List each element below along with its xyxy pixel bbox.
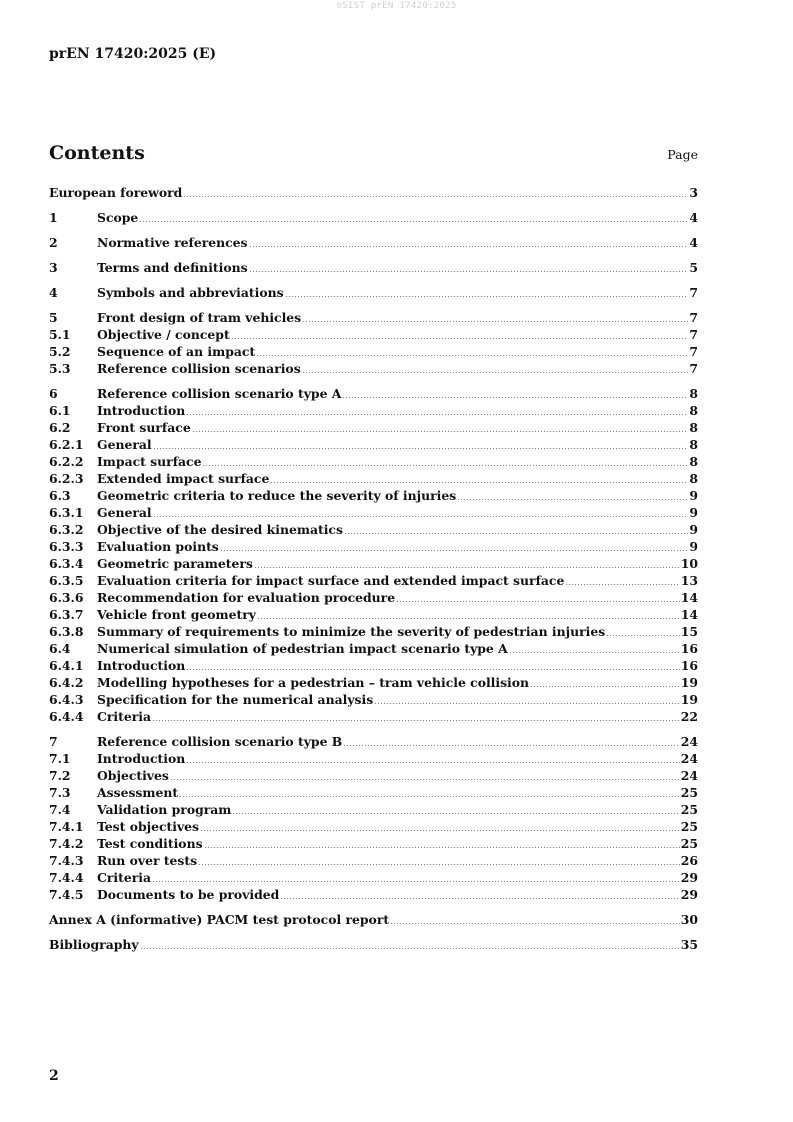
toc-entry-page: 7 [689, 285, 698, 300]
toc-leader-dots [606, 635, 680, 636]
toc-entry-number: 6.4.4 [49, 709, 84, 724]
toc-entry[interactable] [49, 504, 698, 521]
toc-entry-number: 7.4.4 [49, 870, 84, 885]
toc-entry[interactable] [49, 835, 698, 852]
toc-entry-title: Run over tests [97, 853, 198, 868]
toc-entry-page: 5 [689, 260, 698, 275]
toc-entry-title: Objective of the desired kinematics [97, 522, 343, 537]
toc-leader-dots [257, 618, 680, 619]
toc-entry[interactable] [49, 419, 698, 436]
toc-entry-number: 6.3.2 [49, 522, 84, 537]
toc-entry[interactable] [49, 284, 698, 301]
toc-entry-page: 9 [689, 488, 698, 503]
toc-leader-dots [457, 499, 688, 500]
toc-entry[interactable] [49, 708, 698, 725]
toc-entry-title: Geometric parameters [97, 556, 253, 571]
toc-entry-title: Reference collision scenario type A [97, 386, 342, 401]
toc-entry[interactable] [49, 750, 698, 767]
toc-entry[interactable] [49, 521, 698, 538]
toc-leader-dots [232, 813, 679, 814]
page-column-label: Page [667, 147, 698, 162]
toc-leader-dots [390, 923, 680, 924]
toc-leader-dots [342, 397, 688, 398]
toc-entry[interactable] [49, 309, 698, 326]
toc-entry-title: Evaluation points [97, 539, 219, 554]
toc-entry-title: Validation program [97, 802, 232, 817]
toc-entry[interactable] [49, 209, 698, 226]
toc-leader-dots [302, 372, 689, 373]
document-id: prEN 17420:2025 (E) [49, 46, 217, 62]
toc-entry[interactable] [49, 852, 698, 869]
contents-title: Contents [49, 142, 145, 164]
toc-entry-page: 14 [680, 590, 698, 605]
toc-leader-dots [179, 796, 680, 797]
toc-entry[interactable] [49, 538, 698, 555]
toc-leader-dots [280, 898, 679, 899]
toc-leader-dots [344, 533, 688, 534]
toc-entry-number: 6.4 [49, 641, 71, 656]
toc-entry-page: 8 [689, 437, 698, 452]
toc-entry-page: 4 [689, 235, 698, 250]
toc-entry-number: 7.1 [49, 751, 71, 766]
toc-leader-dots [270, 482, 688, 483]
toc-leader-dots [220, 550, 689, 551]
toc-entry-page: 9 [689, 522, 698, 537]
toc-entry-title: Front design of tram vehicles [97, 310, 302, 325]
toc-entry[interactable] [49, 259, 698, 276]
toc-leader-dots [204, 847, 680, 848]
toc-entry-title: Symbols and abbreviations [97, 285, 284, 300]
toc-entry-page: 29 [680, 887, 698, 902]
toc-entry-number: 6.3.3 [49, 539, 84, 554]
toc-entry-title: Modelling hypotheses for a pedestrian – tram vehicle collision [97, 675, 530, 690]
toc-entry-title: Reference collision scenario type B [97, 734, 343, 749]
toc-leader-dots [140, 948, 680, 949]
toc-entry-title: Test conditions [97, 836, 203, 851]
toc-entry[interactable] [49, 640, 698, 657]
toc-entry-number: 7.2 [49, 768, 71, 783]
toc-entry[interactable] [49, 606, 698, 623]
toc-entry-number: 7.4.3 [49, 853, 84, 868]
toc-entry-number: 3 [49, 260, 58, 275]
toc-leader-dots [530, 686, 680, 687]
toc-entry[interactable] [49, 691, 698, 708]
toc-leader-dots [170, 779, 680, 780]
toc-leader-dots [186, 762, 680, 763]
toc-entry-title: Geometric criteria to reduce the severity of injuries [97, 488, 457, 503]
toc-entry-page: 7 [689, 327, 698, 342]
toc-entry-number: 6.4.2 [49, 675, 84, 690]
toc-entry[interactable] [49, 767, 698, 784]
toc-leader-dots [192, 431, 689, 432]
toc-entry-number: 6.4.1 [49, 658, 84, 673]
toc-leader-dots [254, 567, 680, 568]
toc-entry-title: Evaluation criteria for impact surface and extended impact surface [97, 573, 565, 588]
watermark: oSIST prEN 17420:2025 [336, 1, 457, 11]
toc-leader-dots [202, 465, 688, 466]
toc-entry-title: Objective / concept [97, 327, 230, 342]
toc-entry[interactable] [49, 326, 698, 343]
toc-entry-title: Scope [97, 210, 139, 225]
toc-entry-title: General [97, 505, 152, 520]
toc-entry[interactable] [49, 572, 698, 589]
toc-entry[interactable] [49, 869, 698, 886]
toc-entry-title: Sequence of an impact [97, 344, 256, 359]
toc-entry-number: 6 [49, 386, 58, 401]
toc-entry[interactable] [49, 453, 698, 470]
toc-entry-page: 14 [680, 607, 698, 622]
toc-entry-page: 22 [680, 709, 698, 724]
toc-entry-number: 6.4.3 [49, 692, 84, 707]
toc-entry[interactable] [49, 733, 698, 750]
toc-entry-page: 10 [680, 556, 698, 571]
toc-entry[interactable] [49, 470, 698, 487]
toc-leader-dots [152, 720, 680, 721]
toc-entry[interactable] [49, 589, 698, 606]
toc-entry-page: 25 [680, 819, 698, 834]
toc-leader-dots [285, 296, 689, 297]
toc-entry[interactable] [49, 385, 698, 402]
toc-entry-title: Summary of requirements to minimize the severity of pedestrian injuries [97, 624, 606, 639]
toc-leader-dots [200, 830, 680, 831]
toc-entry-number: 6.2.1 [49, 437, 84, 452]
toc-entry-page: 16 [680, 641, 698, 656]
toc-entry-page: 15 [680, 624, 698, 639]
toc-entry[interactable] [49, 402, 698, 419]
toc-entry[interactable] [49, 184, 698, 201]
toc-entry[interactable] [49, 936, 698, 953]
toc-entry-title: Terms and definitions [97, 260, 248, 275]
toc-leader-dots [153, 448, 689, 449]
toc-entry-page: 29 [680, 870, 698, 885]
toc-entry-page: 8 [689, 471, 698, 486]
toc-entry-page: 8 [689, 420, 698, 435]
toc-leader-dots [343, 745, 679, 746]
toc-entry-title: Documents to be provided [97, 887, 280, 902]
toc-leader-dots [302, 321, 688, 322]
toc-entry[interactable] [49, 801, 698, 818]
toc-entry[interactable] [49, 818, 698, 835]
toc-leader-dots [396, 601, 680, 602]
toc-entry[interactable] [49, 234, 698, 251]
toc-entry-title: Criteria [97, 709, 151, 724]
toc-entry-page: 25 [680, 836, 698, 851]
toc-entry-title: Normative references [97, 235, 248, 250]
toc-entry-number: 6.3 [49, 488, 71, 503]
toc-entry-number: 4 [49, 285, 58, 300]
toc-entry-title: European foreword [49, 185, 183, 200]
toc-entry-number: 7.4 [49, 802, 71, 817]
toc-entry-title: General [97, 437, 152, 452]
toc-entry-number: 6.3.5 [49, 573, 84, 588]
toc-entry-number: 6.2.2 [49, 454, 84, 469]
toc-entry-title: Introduction [97, 751, 186, 766]
toc-leader-dots [186, 414, 688, 415]
toc-entry-title: Introduction [97, 658, 186, 673]
toc-entry-page: 9 [689, 505, 698, 520]
toc-leader-dots [139, 221, 688, 222]
toc-entry-page: 24 [680, 734, 698, 749]
toc-entry-title: Extended impact surface [97, 471, 270, 486]
toc-entry-title: Bibliography [49, 937, 139, 952]
toc-entry[interactable] [49, 911, 698, 928]
toc-entry-title: Specification for the numerical analysis [97, 692, 374, 707]
toc-entry-page: 7 [689, 361, 698, 376]
toc-entry-title: Test objectives [97, 819, 200, 834]
toc-entry-number: 7.3 [49, 785, 71, 800]
toc-entry-page: 13 [680, 573, 698, 588]
toc-leader-dots [153, 516, 689, 517]
toc-entry-page: 8 [689, 386, 698, 401]
toc-leader-dots [249, 271, 689, 272]
toc-entry-number: 6.2.3 [49, 471, 84, 486]
toc-entry-page: 19 [680, 675, 698, 690]
toc-entry[interactable] [49, 886, 698, 903]
toc-entry-page: 25 [680, 802, 698, 817]
toc-leader-dots [198, 864, 680, 865]
toc-entry-title: Introduction [97, 403, 186, 418]
toc-leader-dots [565, 584, 679, 585]
toc-entry-number: 7 [49, 734, 58, 749]
toc-leader-dots [152, 881, 680, 882]
toc-entry-title: Assessment [97, 785, 179, 800]
toc-entry-page: 30 [680, 912, 698, 927]
toc-entry-title: Annex A (informative) PACM test protocol report [49, 912, 390, 927]
toc-entry-title: Recommendation for evaluation procedure [97, 590, 396, 605]
toc-entry-page: 8 [689, 454, 698, 469]
toc-leader-dots [183, 196, 688, 197]
toc-entry-page: 3 [689, 185, 698, 200]
toc-entry-page: 4 [689, 210, 698, 225]
toc-entry-number: 5.3 [49, 361, 71, 376]
toc-entry-page: 26 [680, 853, 698, 868]
toc-entry-page: 7 [689, 344, 698, 359]
page-number: 2 [49, 1068, 59, 1084]
toc-entry[interactable] [49, 784, 698, 801]
toc-entry[interactable] [49, 343, 698, 360]
toc-entry-number: 6.3.1 [49, 505, 84, 520]
toc-entry-number: 1 [49, 210, 58, 225]
toc-entry[interactable] [49, 657, 698, 674]
toc-entry[interactable] [49, 436, 698, 453]
toc-entry[interactable] [49, 623, 698, 640]
toc-leader-dots [249, 246, 689, 247]
toc-entry-page: 8 [689, 403, 698, 418]
toc-entry-page: 19 [680, 692, 698, 707]
toc-entry-title: Reference collision scenarios [97, 361, 301, 376]
toc-entry-number: 6.1 [49, 403, 71, 418]
toc-entry-title: Objectives [97, 768, 169, 783]
toc-entry-title: Front surface [97, 420, 191, 435]
toc-entry-page: 35 [680, 937, 698, 952]
toc-entry-number: 7.4.2 [49, 836, 84, 851]
toc-entry-page: 24 [680, 751, 698, 766]
toc-entry-number: 6.3.6 [49, 590, 84, 605]
toc-entry-title: Vehicle front geometry [97, 607, 256, 622]
toc-entry-number: 6.3.8 [49, 624, 84, 639]
toc-entry-title: Criteria [97, 870, 151, 885]
toc-entry-number: 6.2 [49, 420, 71, 435]
toc-entry-page: 24 [680, 768, 698, 783]
toc-entry[interactable] [49, 674, 698, 691]
toc-entry-number: 5.1 [49, 327, 71, 342]
toc-leader-dots [231, 338, 689, 339]
toc-leader-dots [509, 652, 680, 653]
toc-entry-number: 2 [49, 235, 58, 250]
toc-entry-page: 7 [689, 310, 698, 325]
toc-entry[interactable] [49, 360, 698, 377]
toc-entry[interactable] [49, 487, 698, 504]
toc-entry-page: 16 [680, 658, 698, 673]
toc-entry-page: 9 [689, 539, 698, 554]
table-of-contents [49, 184, 698, 953]
toc-entry-title: Impact surface [97, 454, 202, 469]
toc-entry-title: Numerical simulation of pedestrian impact scenario type A [97, 641, 508, 656]
toc-entry-number: 6.3.7 [49, 607, 84, 622]
toc-entry-number: 5.2 [49, 344, 71, 359]
toc-entry-number: 5 [49, 310, 58, 325]
toc-leader-dots [374, 703, 680, 704]
toc-leader-dots [256, 355, 688, 356]
toc-entry-number: 7.4.1 [49, 819, 84, 834]
toc-leader-dots [186, 669, 680, 670]
toc-entry-page: 25 [680, 785, 698, 800]
toc-entry[interactable] [49, 555, 698, 572]
toc-entry-number: 7.4.5 [49, 887, 84, 902]
toc-entry-number: 6.3.4 [49, 556, 84, 571]
